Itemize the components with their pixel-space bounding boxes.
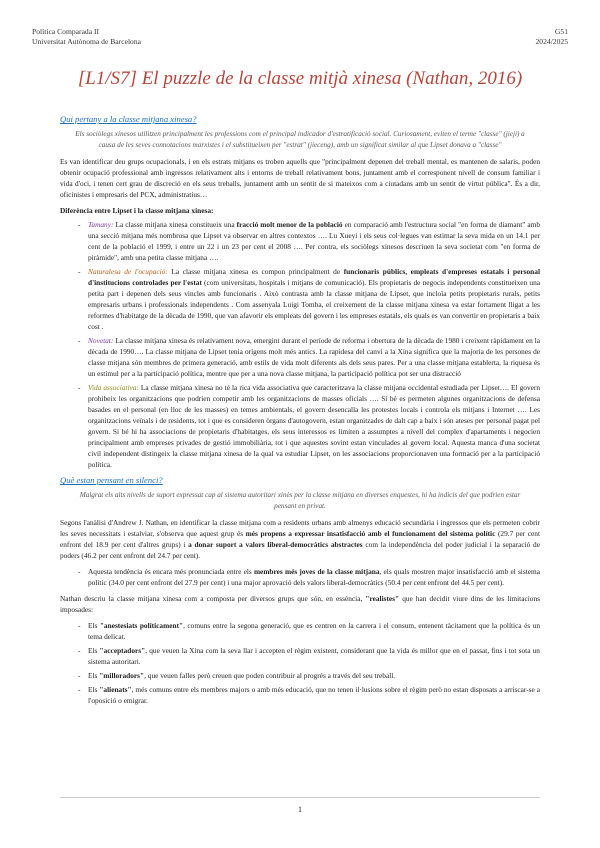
list-item: - Els "alienats", més comuns entre els membres majors o amb més educació, que no tenen il·lusions sobre el règim però no estan disposats a arriscar-se a l'oposició o emigrar.	[88, 684, 540, 706]
list-item: - Tamany: La classe mitjana xinesa constitueix una fracció molt menor de la població en comparació amb l'estructura social "en forma de diamant" amb una secció mitjana més nombrosa que Lipset va observar en altres contextos …. Lu Xueyi i els seus col·legues van estimar la seva mida en un 14.1 per cent de la població el 1999, i entre un 22 i un 23 per cent el 2008 …. Per contra, els sociòlegs xinesos descriuen la seva societat com "en forma de piràmide", amb una petita classe mitjana ….	[88, 219, 540, 263]
content	[60, 114, 540, 711]
footer-divider	[60, 797, 540, 798]
section-quote-1: Els sociòlegs xinesos utilitzen principalment les professions com el principal indicador d'estratificació social. Curiosament, eviten el terme "classe" (jieji) a causa de les seves connotacions marxistes i el substitueixen per "estrat" (jieceng), amb un significat similar al que Lipset donava a "classe"	[75, 130, 525, 149]
list-item: - Novetat: La classe mitjana xinesa és relativament nova, emergint durant el període de reforma i obertura de la dècada de 1980 i creixent ràpidament en la dècada de 1990…. La classe mitjana de Lipset tenia orígens molt més antics. La rapidesa del canvi a la Xina significa que la majoria de les persones de classe mitjana són membres de primera generació, amb estils de vida molt diferents als dels seus pares. Per a una classe mitjana establerta, la riquesa és un estímul per a la participació política, mentre que per a una nova classe mitjana, la participació política pot ser una distracció	[88, 335, 540, 379]
item-tag: Vida associativa:	[88, 383, 139, 392]
section-quote-2: Malgrat els alts nivells de suport expressat cap al sistema autoritari xinès per la classe mitjana en diverses enquestes, hi ha indicis del que podrien estar pensant en privat.	[79, 491, 521, 510]
page-header	[32, 27, 568, 46]
course-name: Política Comparada II	[32, 27, 100, 36]
subheading: Diferència entre Lipset i la classe mitjana xinesa:	[60, 206, 214, 215]
paragraph: Nathan descriu la classe mitjana xinesa com a composta per diversos grups que són, en essència, "realistes" que han decidit viure dins de les limitacions imposades:	[60, 594, 540, 614]
list-item: - Els "anestesiats políticament", comuns entre la segona generació, que es centren en la carrera i el consum, entenent tàcitament que la política és un tema delicat.	[88, 620, 540, 642]
list-item: - Els "acceptadors", que veuen la Xina com la seva llar i accepten el règim existent, considerant que la vida és millor que en el passat, fins i tot sota un sistema autoritari.	[88, 645, 540, 667]
paragraph: Segons l'anàlisi d'Andrew J. Nathan, en identificar la classe mitjana com a residents urbans amb almenys educació secundària i ingressos que els permeten cobrir les seves necessitats i estalviar, s'observa que aquest grup és més propens a expressar insatisfacció amb el funcionament del sistema polític (29.7 per cent enfront del 18.9 per cent d'altres grups) i a donar suport a valors liberal-democràtics abstractes com la independència del poder judicial i la separació de poders (46.2 per cent enfront del 24.7 per cent).	[60, 518, 541, 560]
paragraph: Es van identificar deu grups ocupacionals, i en els estrats mitjans es troben aquells que "principalment depenen del treball mental, es mantenen de salaris, poden obtenir ocupació professional amb ingressos relativament alts i entorns de treball relativament bons, juntament amb el corresponent nivell de consum familiar i vida d'oci, i tenen cert grau de discreció en els seus treballs, juntament amb un sentit de si mateixos com a ciutadans amb un sentit de virtut pública". És a dir, oficinistes i empresaris del PCX, administratius…	[60, 157, 540, 199]
group-list	[60, 620, 540, 706]
section-heading-1: Qui pertany a la classe mitjana xinesa?	[60, 114, 197, 124]
academic-year: 2024/2025	[535, 36, 568, 46]
list-item: - Els "milloradors", que veuen falles però creuen que poden contribuir al progrés a través del seu treball.	[88, 670, 540, 681]
page-title: [L1/S7] El puzzle de la classe mitjà xinesa (Nathan, 2016)	[77, 68, 523, 89]
finding-list	[60, 566, 540, 588]
page-number: 1	[298, 805, 302, 814]
list-item: - Vida associativa: La classe mitjana xinesa no té la rica vida associativa que caracteritzava la classe mitjana occidental estudiada per Lipset…. El govern prohibeix les organitzacions que podrien competir amb les organitzacions de masses oficials …. Sí bé es permeten algunes organitzacions de defensa basades en el personal (en lloc de les masses) en temes ambientals, el govern desencalla les protestes locals i controla els mitjans i Internet …. Les organitzacions veïnals i de residents, tot i que es consideren òrgans d'autogovern, estan organitzades de dalt cap a baix i són ateses per personal pagat pel govern. Si bé hi ha associacions de propietaris d'habitatges, els seus interessos es limiten a assumptes a nivell del complex d'apartaments i negocien principalment amb empreses privades de gestió immobiliària, tot i que aquestes sovint estan vinculades al govern local. Aquesta manca d'una societat civil independent distingeix la classe mitjana xinesa de la qual va estudiar Lipset, on les associacions proporcionaven una formació per a la participació política.	[88, 382, 540, 470]
list-item: - Naturalesa de l'ocupació: La classe mitjana xinesa es compon principalment de funcionaris públics, empleats d'empreses estatals i personal d'institucions controlades per l'estat (com universitats, hospitals i mitjans de comunicació). Els propietaris de negocis independents constitueixen una petita part i depenen dels seus vincles amb funcionaris . Això contrasta amb la classe mitjana de Lipset, que incloïa petits propietaris rurals, petits empresaris urbans i professionals independents . Com assenyala Luigi Tomba, el creixement de la classe mitjana xinesa va estar fortament lligat a les reformes d'habitatge de la dècada de 1990, que van afavorir els empleats del govern i les empreses estatals, els quals es van convertir en propietaris a baix cost .	[88, 266, 540, 332]
list-item: - Aquesta tendència és encara més pronunciada entre els membres més joves de la classe mitjana, els quals mostren major insatisfacció amb el sistema polític (34.0 per cent enfront del 27.9 per cent) i una major aprovació dels valors liberal-democràtics (50.4 per cent enfront del 44.5 per cent).	[88, 566, 540, 588]
section-heading-2: Què estan pensant en silenci?	[60, 475, 163, 485]
group-code: G51	[554, 27, 568, 36]
item-tag: Tamany:	[88, 220, 114, 229]
item-tag: Naturalesa de l'ocupació:	[88, 267, 168, 276]
university-name: Universitat Autònoma de Barcelona	[32, 36, 142, 46]
item-tag: Novetat:	[88, 336, 114, 345]
difference-list	[60, 219, 540, 470]
